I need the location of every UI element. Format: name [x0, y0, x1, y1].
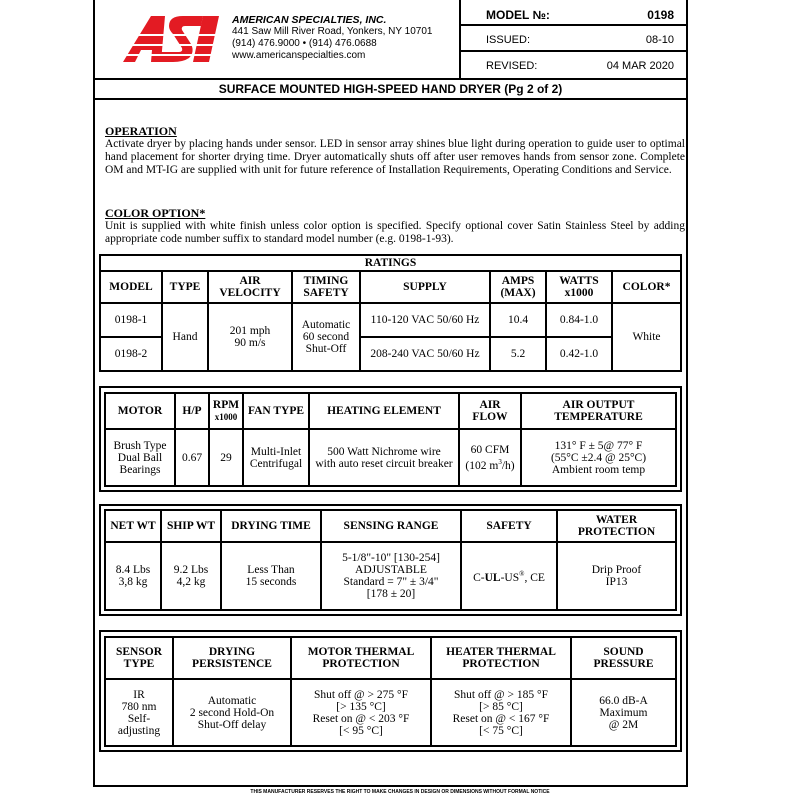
ratings-header: SUPPLY [360, 271, 490, 303]
page-title: SURFACE MOUNTED HIGH-SPEED HAND DRYER (Pg 2 of 2) [95, 80, 686, 100]
range-line: ADJUSTABLE [355, 564, 427, 576]
motor-header: FAN TYPE [243, 393, 309, 429]
sensor-line: Self- [127, 712, 151, 725]
motor-line: Bearings [119, 463, 161, 476]
ratings-model: 0198-2 [100, 337, 162, 371]
drying-time [221, 542, 321, 610]
ratings-color: White [612, 303, 681, 371]
heater-thermal-line: Reset on @ < 167 °F [452, 712, 550, 725]
sensor-header: MOTOR THERMAL PROTECTION [291, 637, 431, 679]
ratings-watts: 0.84-1.0 [546, 303, 612, 337]
ratings-air-velocity [208, 303, 292, 371]
ratings-amps: 10.4 [490, 303, 546, 337]
ship-weight [161, 542, 221, 610]
range-line: [178 ± 20] [366, 588, 416, 600]
sensor-line: IR [133, 688, 145, 701]
sensor-header: DRYING PERSISTENCE [173, 637, 291, 679]
motor-rpm: 29 [209, 429, 243, 486]
motor-hp: 0.67 [175, 429, 209, 486]
sound-line: Maximum [599, 706, 648, 719]
safety-ce: , CE [524, 571, 545, 584]
drying-persistence [173, 679, 291, 746]
sensor-header: SOUND PRESSURE [571, 637, 676, 679]
timing-line: Shut-Off [305, 343, 347, 355]
model-label: MODEL №: [486, 8, 550, 22]
air-flow-metric-value: (102 m [465, 459, 499, 472]
sound-line: @ 2M [608, 718, 639, 731]
sensor-line: adjusting [117, 724, 161, 737]
ship-weight-kg: 4,2 kg [176, 576, 206, 588]
company-info [232, 14, 432, 62]
temp-line: Ambient room temp [551, 463, 646, 476]
issued-label: ISSUED: [486, 34, 531, 46]
issued-value: 08-10 [645, 34, 674, 46]
ratings-header: AIR VELOCITY [208, 271, 292, 303]
company-name: AMERICAN SPECIALTIES, INC. [232, 14, 387, 26]
timing-line: Automatic [301, 319, 351, 331]
motor-thermal-line: Shut off @ > 275 °F [314, 688, 408, 701]
company-phone: (914) 476.9000 • (914) 476.0688 [232, 38, 377, 49]
motor-header: H/P [175, 393, 209, 429]
persistence-line: Automatic [207, 694, 257, 707]
air-flow-metric-sup: 3 [498, 457, 502, 466]
sensor-table [104, 636, 677, 747]
water-protection [557, 542, 676, 610]
dry-table [104, 509, 677, 611]
safety-us: -US [500, 571, 520, 584]
temp-line: 131° F ± 5@ 77° F [554, 439, 643, 452]
heating-element [309, 429, 459, 486]
motor-header [209, 393, 243, 429]
heater-thermal-line: Shut off @ > 185 °F [454, 688, 548, 701]
fan-line: Centrifugal [249, 457, 303, 470]
operation-text: Activate dryer by placing hands under sensor. LED in sensor array shines blue light during operation to guide user to optimal hand placement for shorter drying time. Dryer automatically shuts off after user removes hands from sensor zone. Complete OM and MT-IG are supplied with unit for future reference of Installation Requirements, Operating Conditions and Service. [105, 138, 685, 176]
operation-heading: OPERATION [105, 124, 177, 138]
heater-thermal-line: [< 75 °C] [479, 724, 523, 737]
motor-line: Dual Ball [117, 451, 163, 464]
ratings-timing [292, 303, 360, 371]
drying-time-line: Less Than [247, 564, 295, 576]
ratings-supply: 208-240 VAC 50/60 Hz [360, 337, 490, 371]
ratings-table [99, 254, 682, 372]
motor-header: AIR OUTPUT TEMPERATURE [521, 393, 676, 429]
ratings-header: TIMING SAFETY [292, 271, 360, 303]
ratings-amps: 5.2 [490, 337, 546, 371]
heater-thermal-line: [> 85 °C] [479, 700, 523, 713]
ratings-supply: 110-120 VAC 50/60 Hz [360, 303, 490, 337]
ratings-caption: RATINGS [100, 255, 681, 271]
heating-line: with auto reset circuit breaker [315, 457, 453, 470]
rpm-unit: x1000 [214, 412, 238, 422]
heater-thermal [431, 679, 571, 746]
motor-header: MOTOR [105, 393, 175, 429]
net-weight [105, 542, 161, 610]
dry-header: NET WT [105, 510, 161, 542]
air-velocity-imperial: 201 mph [229, 325, 271, 337]
air-flow-metric-unit: /h) [501, 459, 515, 472]
net-weight-kg: 3,8 kg [118, 576, 148, 588]
sound-pressure [571, 679, 676, 746]
sensor-header: SENSOR TYPE [105, 637, 173, 679]
dry-header: SHIP WT [161, 510, 221, 542]
air-output-temp [521, 429, 676, 486]
safety-c: C- [473, 571, 485, 584]
sensing-range [321, 542, 461, 610]
range-line: Standard = 7" ± 3/4" [343, 576, 439, 588]
air-flow [459, 429, 521, 486]
motor-table [104, 392, 677, 487]
spec-sheet [93, 0, 688, 787]
ratings-header: COLOR* [612, 271, 681, 303]
fan-line: Multi-Inlet [250, 445, 302, 458]
heating-line: 500 Watt Nichrome wire [327, 445, 441, 458]
water-line: Drip Proof [591, 564, 642, 576]
sensor-header: HEATER THERMAL PROTECTION [431, 637, 571, 679]
drying-time-line: 15 seconds [245, 576, 297, 588]
company-address: 441 Saw Mill River Road, Yonkers, NY 10701 [232, 26, 433, 37]
motor-thermal [291, 679, 431, 746]
asi-logo [121, 12, 221, 70]
ratings-header: TYPE [162, 271, 208, 303]
sensor-line: 780 nm [121, 700, 157, 713]
company-web: www.americanspecialties.com [232, 50, 366, 61]
fan-type [243, 429, 309, 486]
dry-header: WATER PROTECTION [557, 510, 676, 542]
color-option-section [105, 207, 685, 246]
air-velocity-metric: 90 m/s [234, 337, 266, 349]
ratings-watts: 0.42-1.0 [546, 337, 612, 371]
timing-line: 60 second [302, 331, 350, 343]
motor-thermal-line: [< 95 °C] [339, 724, 383, 737]
revised-label: REVISED: [486, 60, 538, 72]
color-option-heading: COLOR OPTION* [105, 206, 206, 220]
model-value: 0198 [647, 8, 674, 22]
safety-ul: UL [484, 571, 501, 584]
registered-mark: ® [519, 570, 525, 579]
motor-header: AIR FLOW [459, 393, 521, 429]
air-flow-metric [462, 456, 518, 472]
dry-header: DRYING TIME [221, 510, 321, 542]
revised-value: 04 MAR 2020 [606, 60, 674, 72]
ratings-type: Hand [162, 303, 208, 371]
safety [461, 542, 557, 610]
operation-section [105, 125, 685, 177]
color-option-text: Unit is supplied with white finish unless color option is specified. Specify optional cover Satin Stainless Steel by adding appropriate code number suffix to standard model number (e.g. 0198-1-93). [105, 220, 685, 245]
range-line: 5-1/8"-10" [130-254] [342, 552, 440, 564]
model-box [459, 0, 686, 78]
ratings-header: AMPS (MAX) [490, 271, 546, 303]
ratings-header: MODEL [100, 271, 162, 303]
motor-thermal-line: [> 135 °C] [336, 700, 386, 713]
dry-header: SAFETY [461, 510, 557, 542]
motor-type [105, 429, 175, 486]
temp-line: (55°C ±2.4 @ 25°C) [550, 451, 647, 464]
footer-disclaimer: THIS MANUFACTURER RESERVES THE RIGHT TO MAKE CHANGES IN DESIGN OR DIMENSIONS WITHOUT FORMAL NOTICE [250, 789, 550, 795]
ratings-model: 0198-1 [100, 303, 162, 337]
motor-line: Brush Type [113, 439, 167, 452]
water-line: IP13 [605, 576, 628, 588]
sound-line: 66.0 dB-A [599, 694, 648, 707]
motor-thermal-line: Reset on @ < 203 °F [312, 712, 410, 725]
motor-header: HEATING ELEMENT [309, 393, 459, 429]
rpm-label: RPM [212, 399, 240, 411]
net-weight-lbs: 8.4 Lbs [115, 564, 151, 576]
header [95, 0, 686, 80]
persistence-line: 2 second Hold-On [189, 706, 275, 719]
ratings-header: WATTS x1000 [546, 271, 612, 303]
air-flow-imperial: 60 CFM [470, 443, 510, 456]
sensor-type [105, 679, 173, 746]
dry-header: SENSING RANGE [321, 510, 461, 542]
persistence-line: Shut-Off delay [197, 718, 267, 731]
ship-weight-lbs: 9.2 Lbs [173, 564, 209, 576]
